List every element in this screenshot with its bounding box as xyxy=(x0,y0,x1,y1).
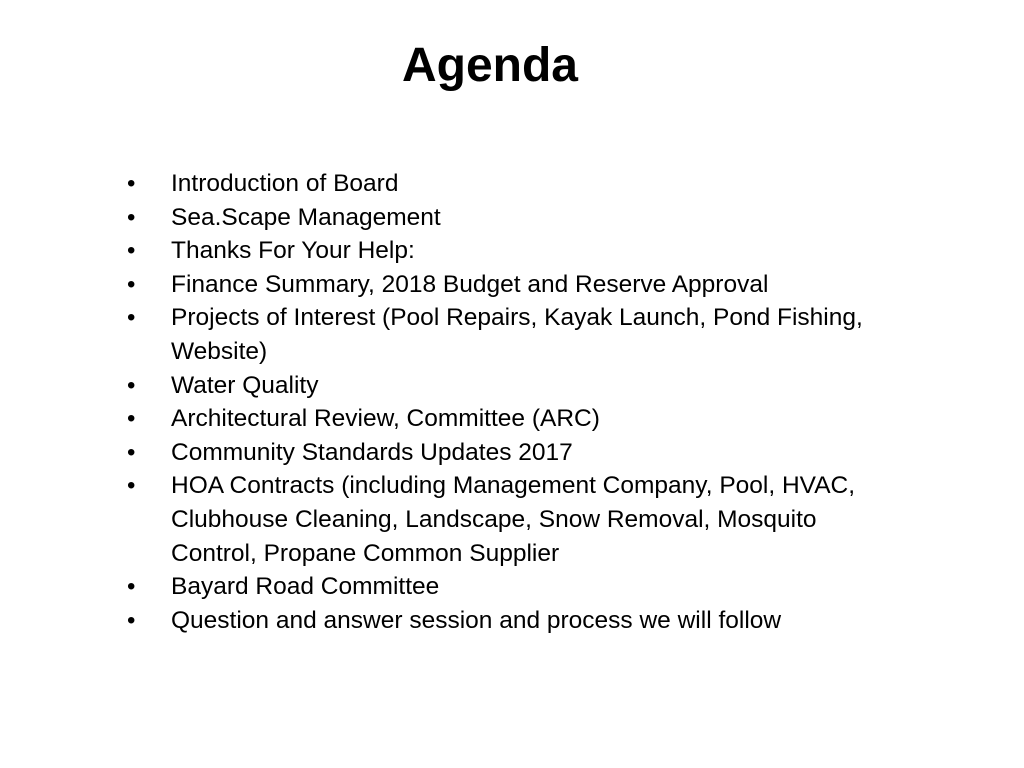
agenda-item xyxy=(127,167,887,201)
agenda-item xyxy=(127,268,887,302)
agenda-item xyxy=(127,402,887,436)
agenda-item xyxy=(127,301,887,368)
slide-title: Agenda xyxy=(401,39,578,92)
agenda-item-text: Community Standards Updates 2017 xyxy=(171,438,573,466)
bullet-icon: • xyxy=(127,606,136,634)
agenda-item-text: Thanks For Your Help: xyxy=(171,237,415,265)
agenda-list xyxy=(127,167,887,637)
bullet-icon: • xyxy=(127,304,136,332)
bullet-icon: • xyxy=(127,573,136,601)
bullet-icon: • xyxy=(127,371,136,399)
bullet-icon: • xyxy=(127,170,136,197)
agenda-item xyxy=(127,436,887,470)
agenda-item xyxy=(127,570,887,604)
bullet-icon: • xyxy=(127,270,136,298)
agenda-item-text: Water Quality xyxy=(171,371,319,399)
agenda-item-text: Finance Summary, 2018 Budget and Reserve Approval xyxy=(171,270,769,298)
agenda-item-text: Introduction of Board xyxy=(171,170,399,197)
bullet-icon: • xyxy=(127,237,136,265)
agenda-item-text: Bayard Road Committee xyxy=(171,573,440,601)
agenda-item-text: Projects of Interest (Pool Repairs, Kayak Launch, Pond Fishing, Website) xyxy=(171,304,863,365)
agenda-item xyxy=(127,201,887,235)
agenda-item-text: HOA Contracts (including Management Company, Pool, HVAC, Clubhouse Cleaning, Landscape, Snow Removal, Mosquito Control, Propane Common Supplier xyxy=(171,472,856,567)
agenda-item xyxy=(127,604,887,638)
agenda-item-text: Question and answer session and process we will follow xyxy=(171,606,782,634)
agenda-item xyxy=(127,369,887,403)
bullet-icon: • xyxy=(127,472,136,500)
bullet-icon: • xyxy=(127,405,136,433)
agenda-item-text: Architectural Review, Committee (ARC) xyxy=(171,405,600,433)
agenda-item-text: Sea.Scape Management xyxy=(171,203,441,231)
bullet-icon: • xyxy=(127,438,136,466)
agenda-item xyxy=(127,469,887,570)
agenda-item xyxy=(127,234,887,268)
bullet-icon: • xyxy=(127,203,136,231)
